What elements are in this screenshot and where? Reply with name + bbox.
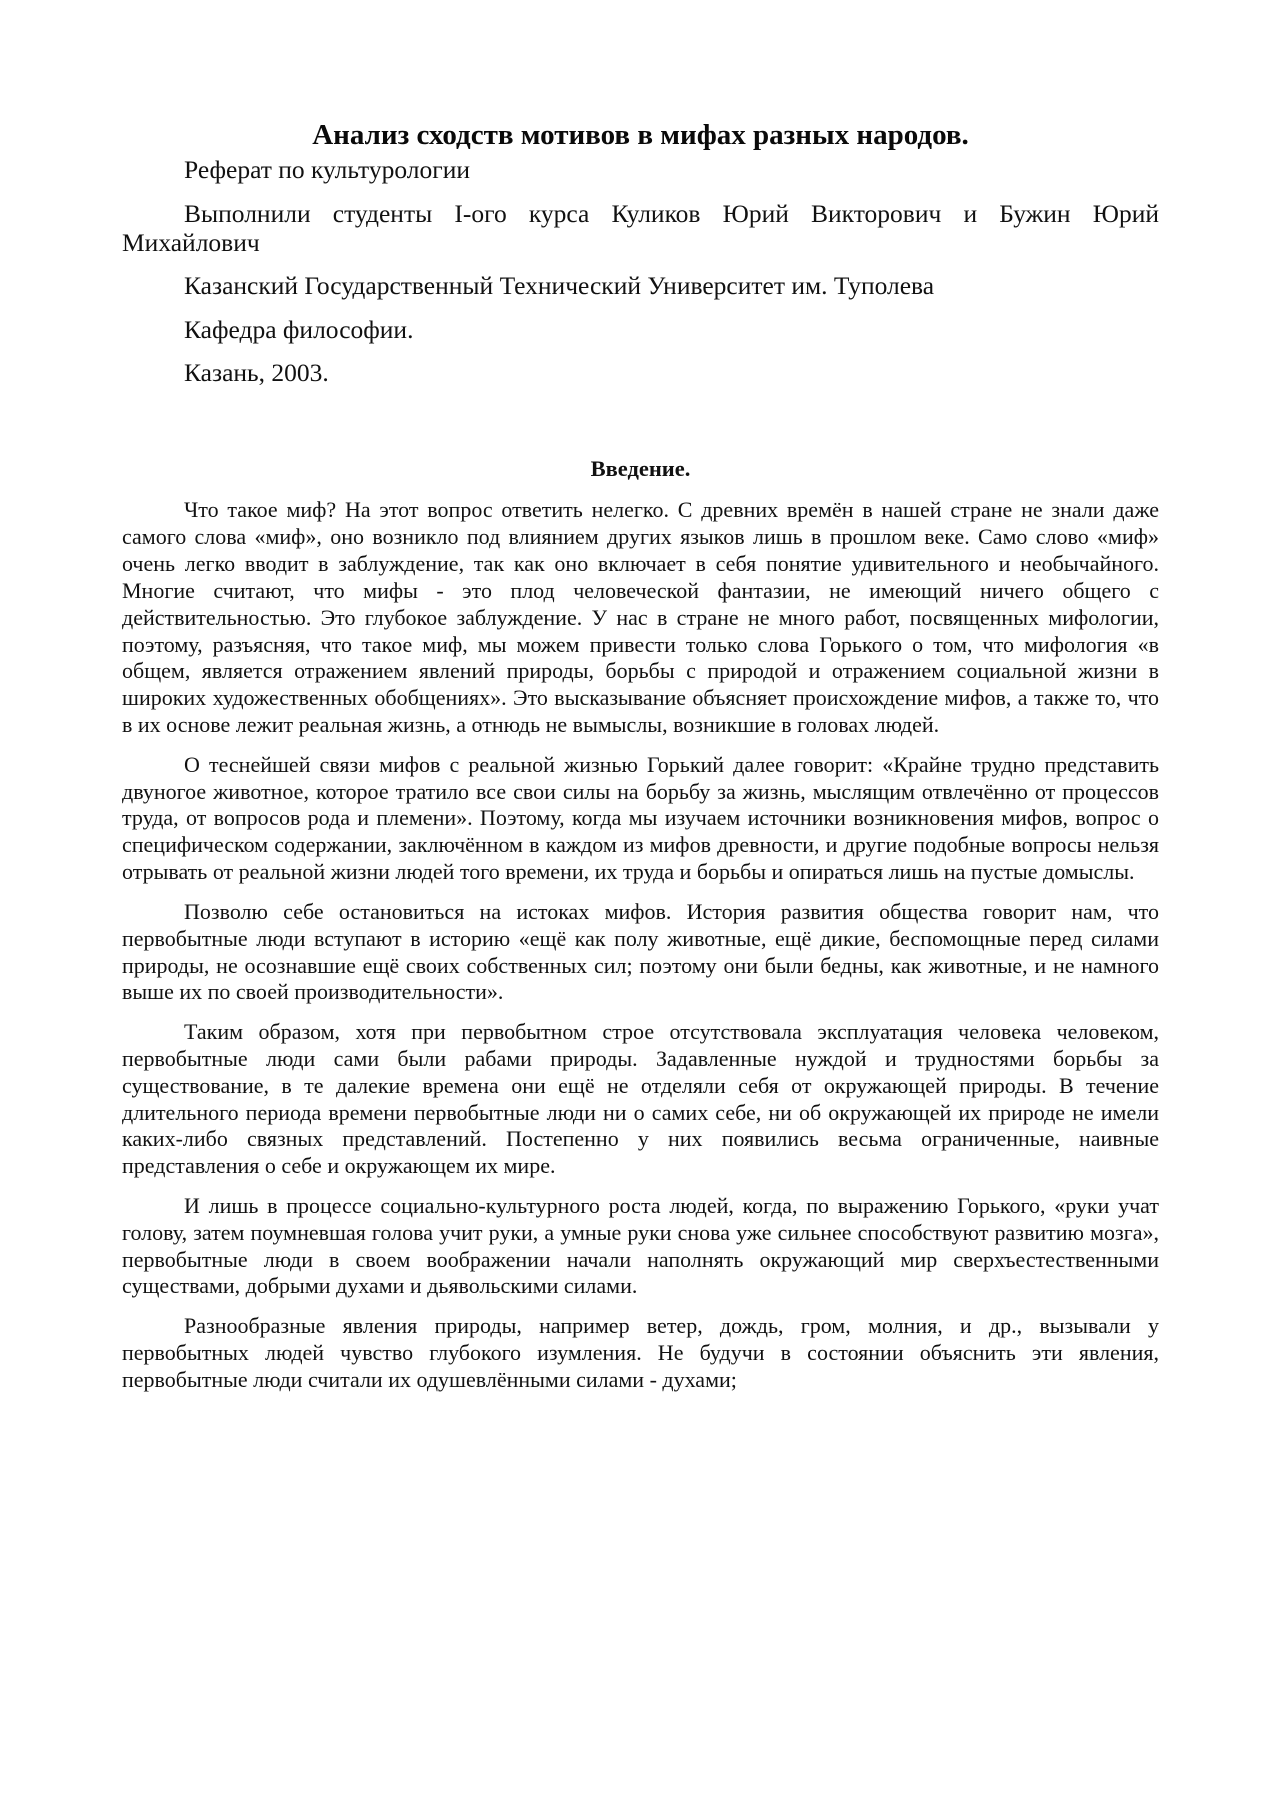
title-block — [122, 155, 1159, 402]
body-text — [122, 497, 1159, 1406]
university-line: Казанский Государственный Технический Университет им. Туполева — [184, 271, 935, 300]
paragraph: Разнообразные явления природы, например ветер, дождь, гром, молния, и др., вызывали у первобытных людей чувство глубокого изумления. Не будучи в состоянии объяснить эти явления, первобытные люди считали их одушевлёнными силами - духами; — [122, 1312, 1159, 1392]
department-line: Кафедра философии. — [184, 314, 414, 344]
paragraph: Что такое миф? На этот вопрос ответить нелегко. С древних времён в нашей стране не знали даже самого слова «миф», оно возникло под влиянием других языков лишь в прошлом веке. Само слово «миф» очень легко вводит в заблуждение, так как оно включает в себя понятие удивительного и необычайного. Многие считают, что мифы - это плод человеческой фантазии, не имеющий ничего общего с действительностью. Это глубокое заблуждение. У нас в стране не много работ, посвященных мифологии, поэтому, разъясняя, что такое миф, мы можем привести только слова Горького о том, что мифология «в общем, является отражением явлений природы, борьбы с природой и отражением социальной жизни в широких художественных обобщениях». Это высказывание объясняет происхождение мифов, а также то, что в их основе лежит реальная жизнь, а отнюдь не вымыслы, возникшие в головах людей. — [122, 497, 1159, 738]
document-title: Анализ сходств мотивов в мифах разных народов. — [312, 119, 969, 151]
paragraph: О теснейшей связи мифов с реальной жизнью Горький далее говорит: «Крайне трудно представить двуногое животное, которое тратило все свои силы на борьбу за жизнь, мыслящим отвлечённо от процессов труда, от вопросов рода и племени». Поэтому, когда мы изучаем источники возникновения мифов, вопрос о специфическом содержании, заключённом в каждом из мифов древности, и другие подобные вопросы нельзя отрывать от реальной жизни людей того времени, их труда и борьбы и опираться лишь на пустые домыслы. — [122, 751, 1159, 885]
subject-line: Реферат по культурологии — [184, 155, 471, 184]
authors-line: Выполнили студенты I-ого курса Куликов Юрий Викторович и Бужин Юрий Михайлович — [122, 198, 1159, 257]
paragraph: И лишь в процессе социально-культурного роста людей, когда, по выражению Горького, «руки учат голову, затем поумневшая голова учит руки, а умные руки снова уже сильнее способствуют развитию мозга», первобытные люди в своем воображении начали наполнять окружающий мир сверхъестественными существами, добрыми духами и дьявольскими силами. — [122, 1192, 1159, 1299]
paragraph: Таким образом, хотя при первобытном строе отсутствовала эксплуатация человека человеком, первобытные люди сами были рабами природы. Задавленные нуждой и трудностями борьбы за существование, в те далекие времена они ещё не отделяли себя от окружающей природы. В течение длительного периода времени первобытные люди ни о самих себе, ни об окружающей их природе не имели каких-либо связных представлений. Постепенно у них появились весьма ограниченные, наивные представления о себе и окружающем их мире. — [122, 1018, 1159, 1179]
city-year-line: Казань, 2003. — [184, 358, 329, 387]
section-heading-introduction: Введение. — [590, 456, 691, 481]
paragraph: Позволю себе остановиться на истоках мифов. История развития общества говорит нам, что первобытные люди вступают в историю «ещё как полу животные, ещё дикие, беспомощные перед силами природы, не осознавшие ещё своих собственных сил; поэтому они были бедны, как животные, и не намного выше их по своей производительности». — [122, 898, 1159, 1005]
